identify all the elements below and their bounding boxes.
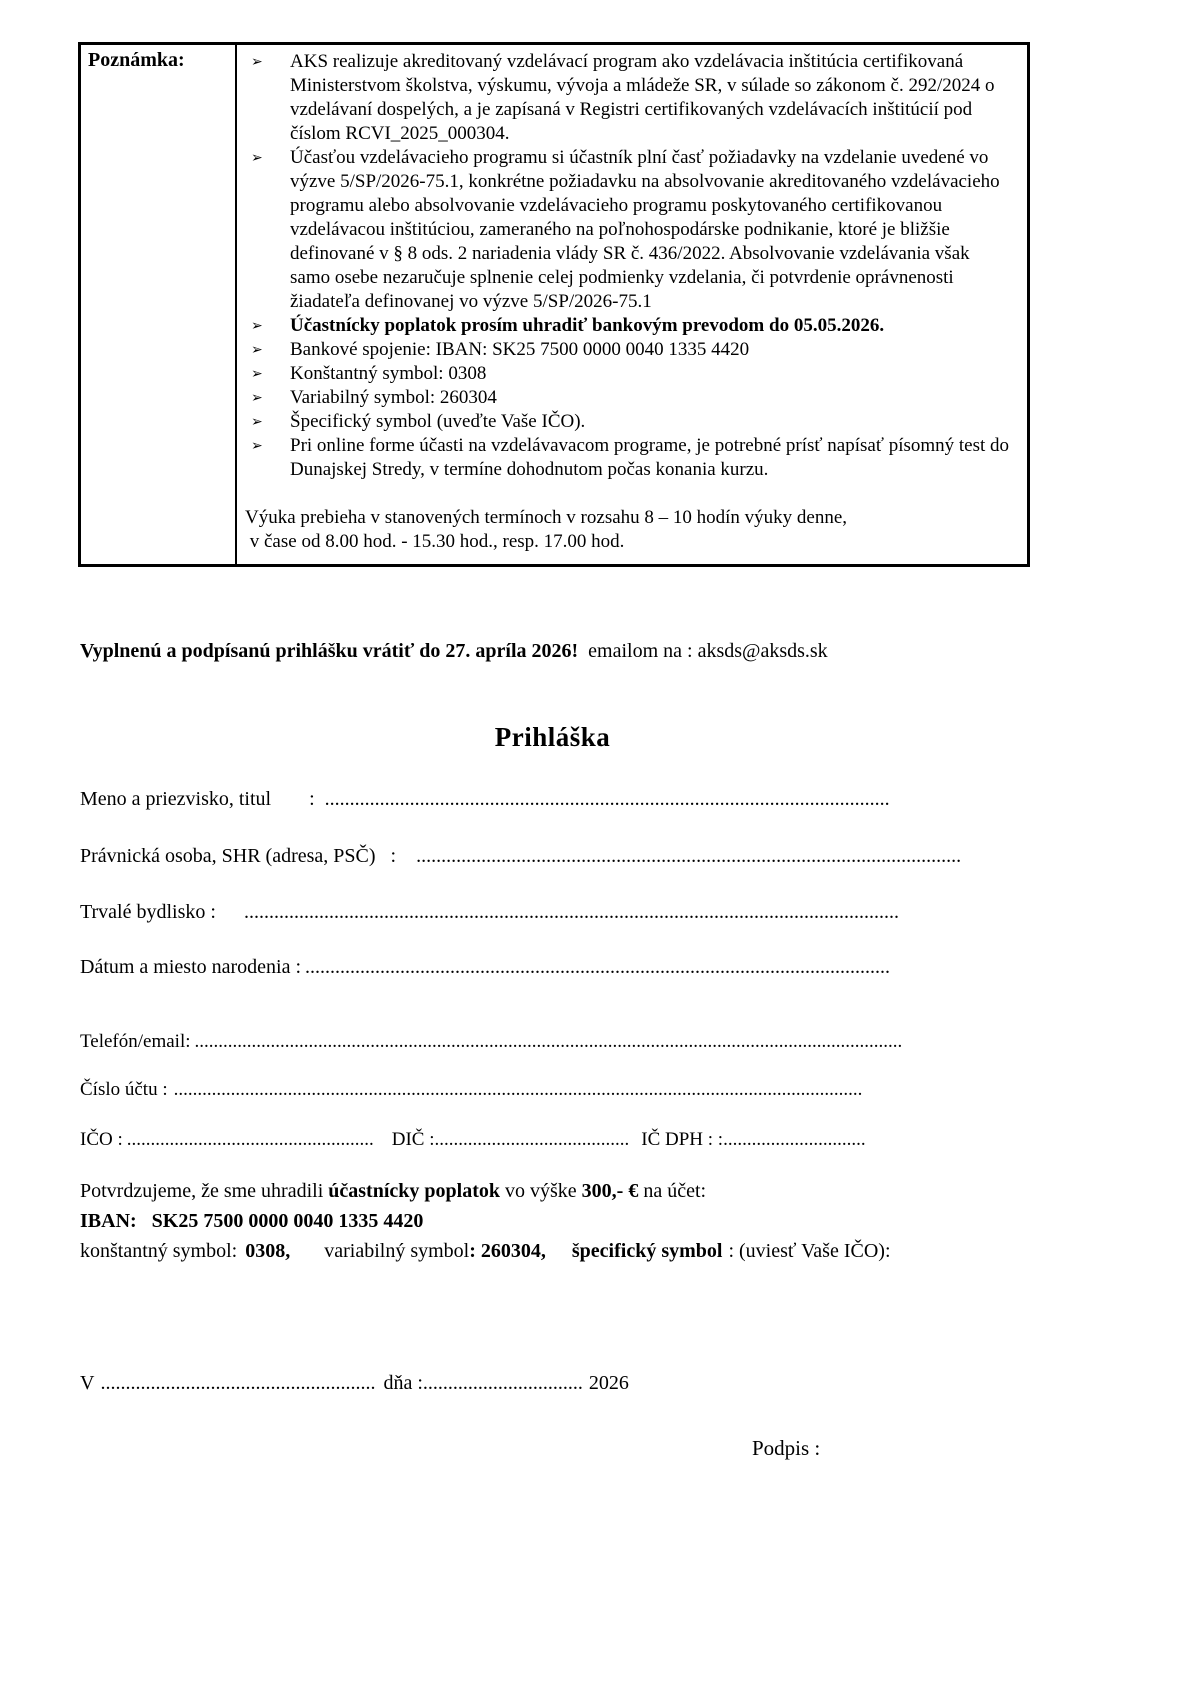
bullet-text: Variabilný symbol: 260304 [290, 387, 497, 408]
dotted-line: ................................................................................................................................... [243, 901, 899, 923]
return-notice [80, 640, 828, 663]
schedule-line-1: Výuka prebieha v stanovených termínoch v rozsahu 8 – 10 hodín výuky denne, [245, 507, 848, 528]
vs-value: : 260304, [469, 1240, 546, 1262]
payment-confirm-mid: vo výške [499, 1180, 582, 1202]
arrow-bullet-icon: ➢ [251, 54, 263, 70]
bullet-text: Účasťou vzdelávacieho programu si účastník plní časť požiadavky na vzdelanie uvedené vo výzve 5/SP/2026-75.1, konkrétne požiadavku na absolvovanie akreditovaného vzdelávacieho programu alebo absolvovanie vzdelávacieho programu poskytovaného certifikovanou vzdelávacou inštitúciou, zameraného na poľnohospodárske podnikanie, ktoré je bližšie definované v § 8 ods. 2 nariadenia vlády SR č. 436/2022. Absolvovanie vzdelávania však samo osebe nezaručuje splnenie celej podmienky vzdelania, či potvrdenie oprávnenosti žiadateľa definovanej vo výzve 5/SP/2026-75.1 [290, 147, 1000, 312]
list-item [245, 314, 1011, 338]
payment-fee-label: účastnícky poplatok [328, 1180, 500, 1202]
field-phone [80, 1030, 902, 1053]
signature-label: Podpis : [752, 1436, 821, 1460]
arrow-bullet-icon: ➢ [251, 150, 263, 166]
list-item [245, 362, 1011, 386]
dotted-line: ................................................................................................................. [324, 788, 890, 810]
field-birth [80, 956, 890, 979]
place-prefix: V [80, 1372, 95, 1394]
list-item [245, 434, 1011, 482]
field-company [80, 845, 961, 868]
payment-block [80, 1176, 891, 1266]
dotted-line: ....................................................... [100, 1372, 376, 1394]
list-item [245, 50, 1011, 146]
ss-label: špecifický symbol [571, 1240, 723, 1262]
ss-suffix: : (uviesť Vaše IČO): [728, 1240, 891, 1262]
payment-confirm-suffix: na účet: [638, 1180, 707, 1202]
dotted-line: ............................................................................................................. [416, 845, 962, 867]
field-ico-label: IČO : [80, 1129, 123, 1150]
field-icdph-label: IČ DPH : : [641, 1129, 724, 1150]
arrow-bullet-icon: ➢ [251, 342, 263, 358]
field-name-label: Meno a priezvisko, titul [80, 788, 272, 810]
return-notice-email: emailom na : aksds@aksds.sk [588, 640, 828, 662]
schedule-note [245, 506, 1011, 554]
note-content-cell [237, 45, 1027, 564]
payment-confirmation-line [80, 1176, 891, 1206]
list-item [245, 146, 1011, 314]
arrow-bullet-icon: ➢ [251, 318, 263, 334]
iban-line: IBAN: SK25 7500 0000 0040 1335 4420 [80, 1210, 424, 1232]
dotted-line: .................................................... [126, 1129, 374, 1150]
payment-confirm-prefix: Potvrdzujeme, že sme uhradili [80, 1180, 329, 1202]
page-title: Prihláška [494, 722, 611, 752]
arrow-bullet-icon: ➢ [251, 414, 263, 430]
bullet-text: Bankové spojenie: IBAN: SK25 7500 0000 0040 1335 4420 [290, 339, 750, 360]
dotted-line: ................................ [422, 1372, 583, 1394]
note-table [78, 42, 1030, 567]
ks-value: 0308, [245, 1240, 291, 1262]
bullet-text: Pri online forme účasti na vzdelávavacom programe, je potrebné prísť napísať písomný test do Dunajskej Stredy, v termíne dohodnutom počas konania kurzu. [290, 435, 1010, 480]
return-notice-deadline: Vyplnenú a podpísanú prihlášku vrátiť do 27. apríla 2026! [80, 640, 579, 662]
field-name-colon: : [309, 788, 315, 810]
dotted-line: ......................................... [434, 1129, 630, 1150]
place-date-line [80, 1372, 629, 1395]
field-address [80, 901, 899, 924]
field-name [80, 788, 890, 811]
arrow-bullet-icon: ➢ [251, 438, 263, 454]
field-company-colon: : [390, 845, 397, 867]
bullet-text: Účastnícky poplatok prosím uhradiť bankovým prevodom do 05.05.2026. [290, 315, 885, 336]
payment-amount: 300,- € [581, 1180, 639, 1202]
vs-label: variabilný symbol [324, 1240, 470, 1262]
bullet-text: AKS realizuje akreditovaný vzdelávací program ako vzdelávacia inštitúcia certifikovaná Ministerstvom školstva, výskumu, vývoja a mládeže SR, v súlade so zákonom č. 292/2024 o vzdelávaní dospelých, a je zapísaná v Registri certifikovaných vzdelávacích inštitúcií pod číslom RCVI_2025_000304. [290, 51, 995, 144]
field-company-label: Právnická osoba, SHR (adresa, PSČ) [80, 845, 376, 867]
list-item [245, 386, 1011, 410]
payment-symbols-line [80, 1236, 891, 1266]
note-label-cell [81, 45, 237, 564]
arrow-bullet-icon: ➢ [251, 366, 263, 382]
list-item [245, 410, 1011, 434]
field-account [80, 1078, 862, 1101]
ks-label: konštantný symbol: [80, 1240, 238, 1262]
schedule-line-2: v čase od 8.00 hod. - 15.30 hod., resp. 17.00 hod. [245, 531, 625, 552]
year-label: 2026 [588, 1372, 629, 1394]
date-label: dňa : [383, 1372, 423, 1394]
field-address-label: Trvalé bydlisko : [80, 901, 216, 923]
field-phone-label: Telefón/email: [80, 1031, 191, 1052]
bullet-text: Špecifický symbol (uveďte Vaše IČO). [290, 411, 586, 432]
note-label: Poznámka: [88, 49, 185, 71]
dotted-line: ................................................................................................................................................. [173, 1079, 863, 1100]
field-dic-label: DIČ : [391, 1129, 435, 1150]
arrow-bullet-icon: ➢ [251, 390, 263, 406]
dotted-line: .............................. [723, 1129, 866, 1150]
field-account-label: Číslo účtu : [80, 1079, 168, 1100]
list-item [245, 338, 1011, 362]
field-birth-label: Dátum a miesto narodenia : [80, 956, 302, 978]
dotted-line: ..................................................................................................................... [305, 956, 891, 978]
field-tax-ids [80, 1128, 866, 1151]
bullet-text: Konštantný symbol: 0308 [290, 363, 487, 384]
dotted-line: ..................................................................................................................................................... [194, 1031, 903, 1052]
